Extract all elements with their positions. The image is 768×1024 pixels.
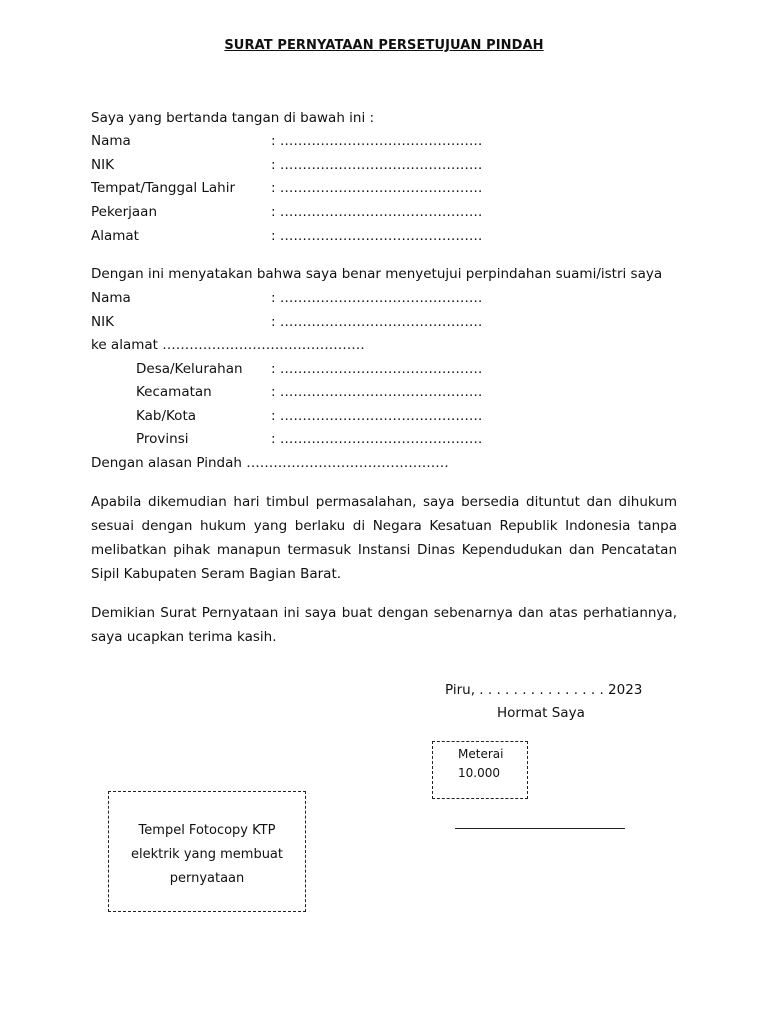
district-label: Kecamatan xyxy=(136,384,212,400)
district-field: : ……………………………………… xyxy=(271,384,483,400)
statement-text: Dengan ini menyatakan bahwa saya benar menyetujui perpindahan suami/istri saya xyxy=(91,266,663,282)
province-field: : ……………………………………… xyxy=(271,431,483,447)
place-date: Piru, . . . . . . . . . . . . . . . 2023 xyxy=(445,682,643,698)
reason-line: Dengan alasan Pindah ……………………………………… xyxy=(91,455,449,471)
signer-nik-field: : ……………………………………… xyxy=(271,157,483,173)
signer-address-field: : ……………………………………… xyxy=(271,228,483,244)
signer-name-field: : ……………………………………… xyxy=(271,133,483,149)
ktp-line-1: Tempel Fotocopy KTP xyxy=(138,823,276,838)
regency-label: Kab/Kota xyxy=(136,408,197,424)
liability-paragraph: Apabila dikemudian hari timbul permasalahan, saya bersedia dituntut dan dihukum sesuai dengan hukum yang berlaku di Negara Kesatuan Republik Indonesia tanpa melibatkan pihak manapun termasuk Instansi Dinas Kependudukan dan Pencatatan Sipil Kabupaten Seram Bagian Barat. xyxy=(91,494,677,582)
closing-paragraph: Demikian Surat Pernyataan ini saya buat dengan sebenarnya dan atas perhatiannya, saya ucapkan terima kasih. xyxy=(91,605,677,645)
village-label: Desa/Kelurahan xyxy=(136,361,243,377)
signer-address-label: Alamat xyxy=(91,228,139,244)
spouse-name-field: : ……………………………………… xyxy=(271,290,483,306)
ktp-line-2: elektrik yang membuat xyxy=(130,847,283,862)
regency-field: : ……………………………………… xyxy=(271,408,483,424)
signature-line xyxy=(455,828,625,829)
signer-birth-label: Tempat/Tanggal Lahir xyxy=(91,180,236,196)
signer-job-label: Pekerjaan xyxy=(91,204,158,220)
meterai-label: Meterai xyxy=(458,747,504,761)
village-field: : ……………………………………… xyxy=(271,361,483,377)
spouse-name-label: Nama xyxy=(91,290,131,306)
meterai-value: 10.000 xyxy=(458,766,500,780)
meterai-stamp-box xyxy=(432,741,528,799)
signer-job-field: : ……………………………………… xyxy=(271,204,483,220)
address-line: ke alamat ……………………………………… xyxy=(91,337,365,353)
ktp-line-3: pernyataan xyxy=(169,871,245,886)
intro-text: Saya yang bertanda tangan di bawah ini : xyxy=(91,110,375,126)
spouse-nik-field: : ……………………………………… xyxy=(271,314,483,330)
signer-nik-label: NIK xyxy=(91,157,114,173)
signer-name-label: Nama xyxy=(91,133,131,149)
signer-birth-field: : ……………………………………… xyxy=(271,180,483,196)
ktp-photocopy-box xyxy=(108,791,306,912)
closing-salutation: Hormat Saya xyxy=(497,705,585,721)
page-title: SURAT PERNYATAAN PERSETUJUAN PINDAH xyxy=(224,38,544,53)
spouse-nik-label: NIK xyxy=(91,314,114,330)
province-label: Provinsi xyxy=(136,431,189,447)
